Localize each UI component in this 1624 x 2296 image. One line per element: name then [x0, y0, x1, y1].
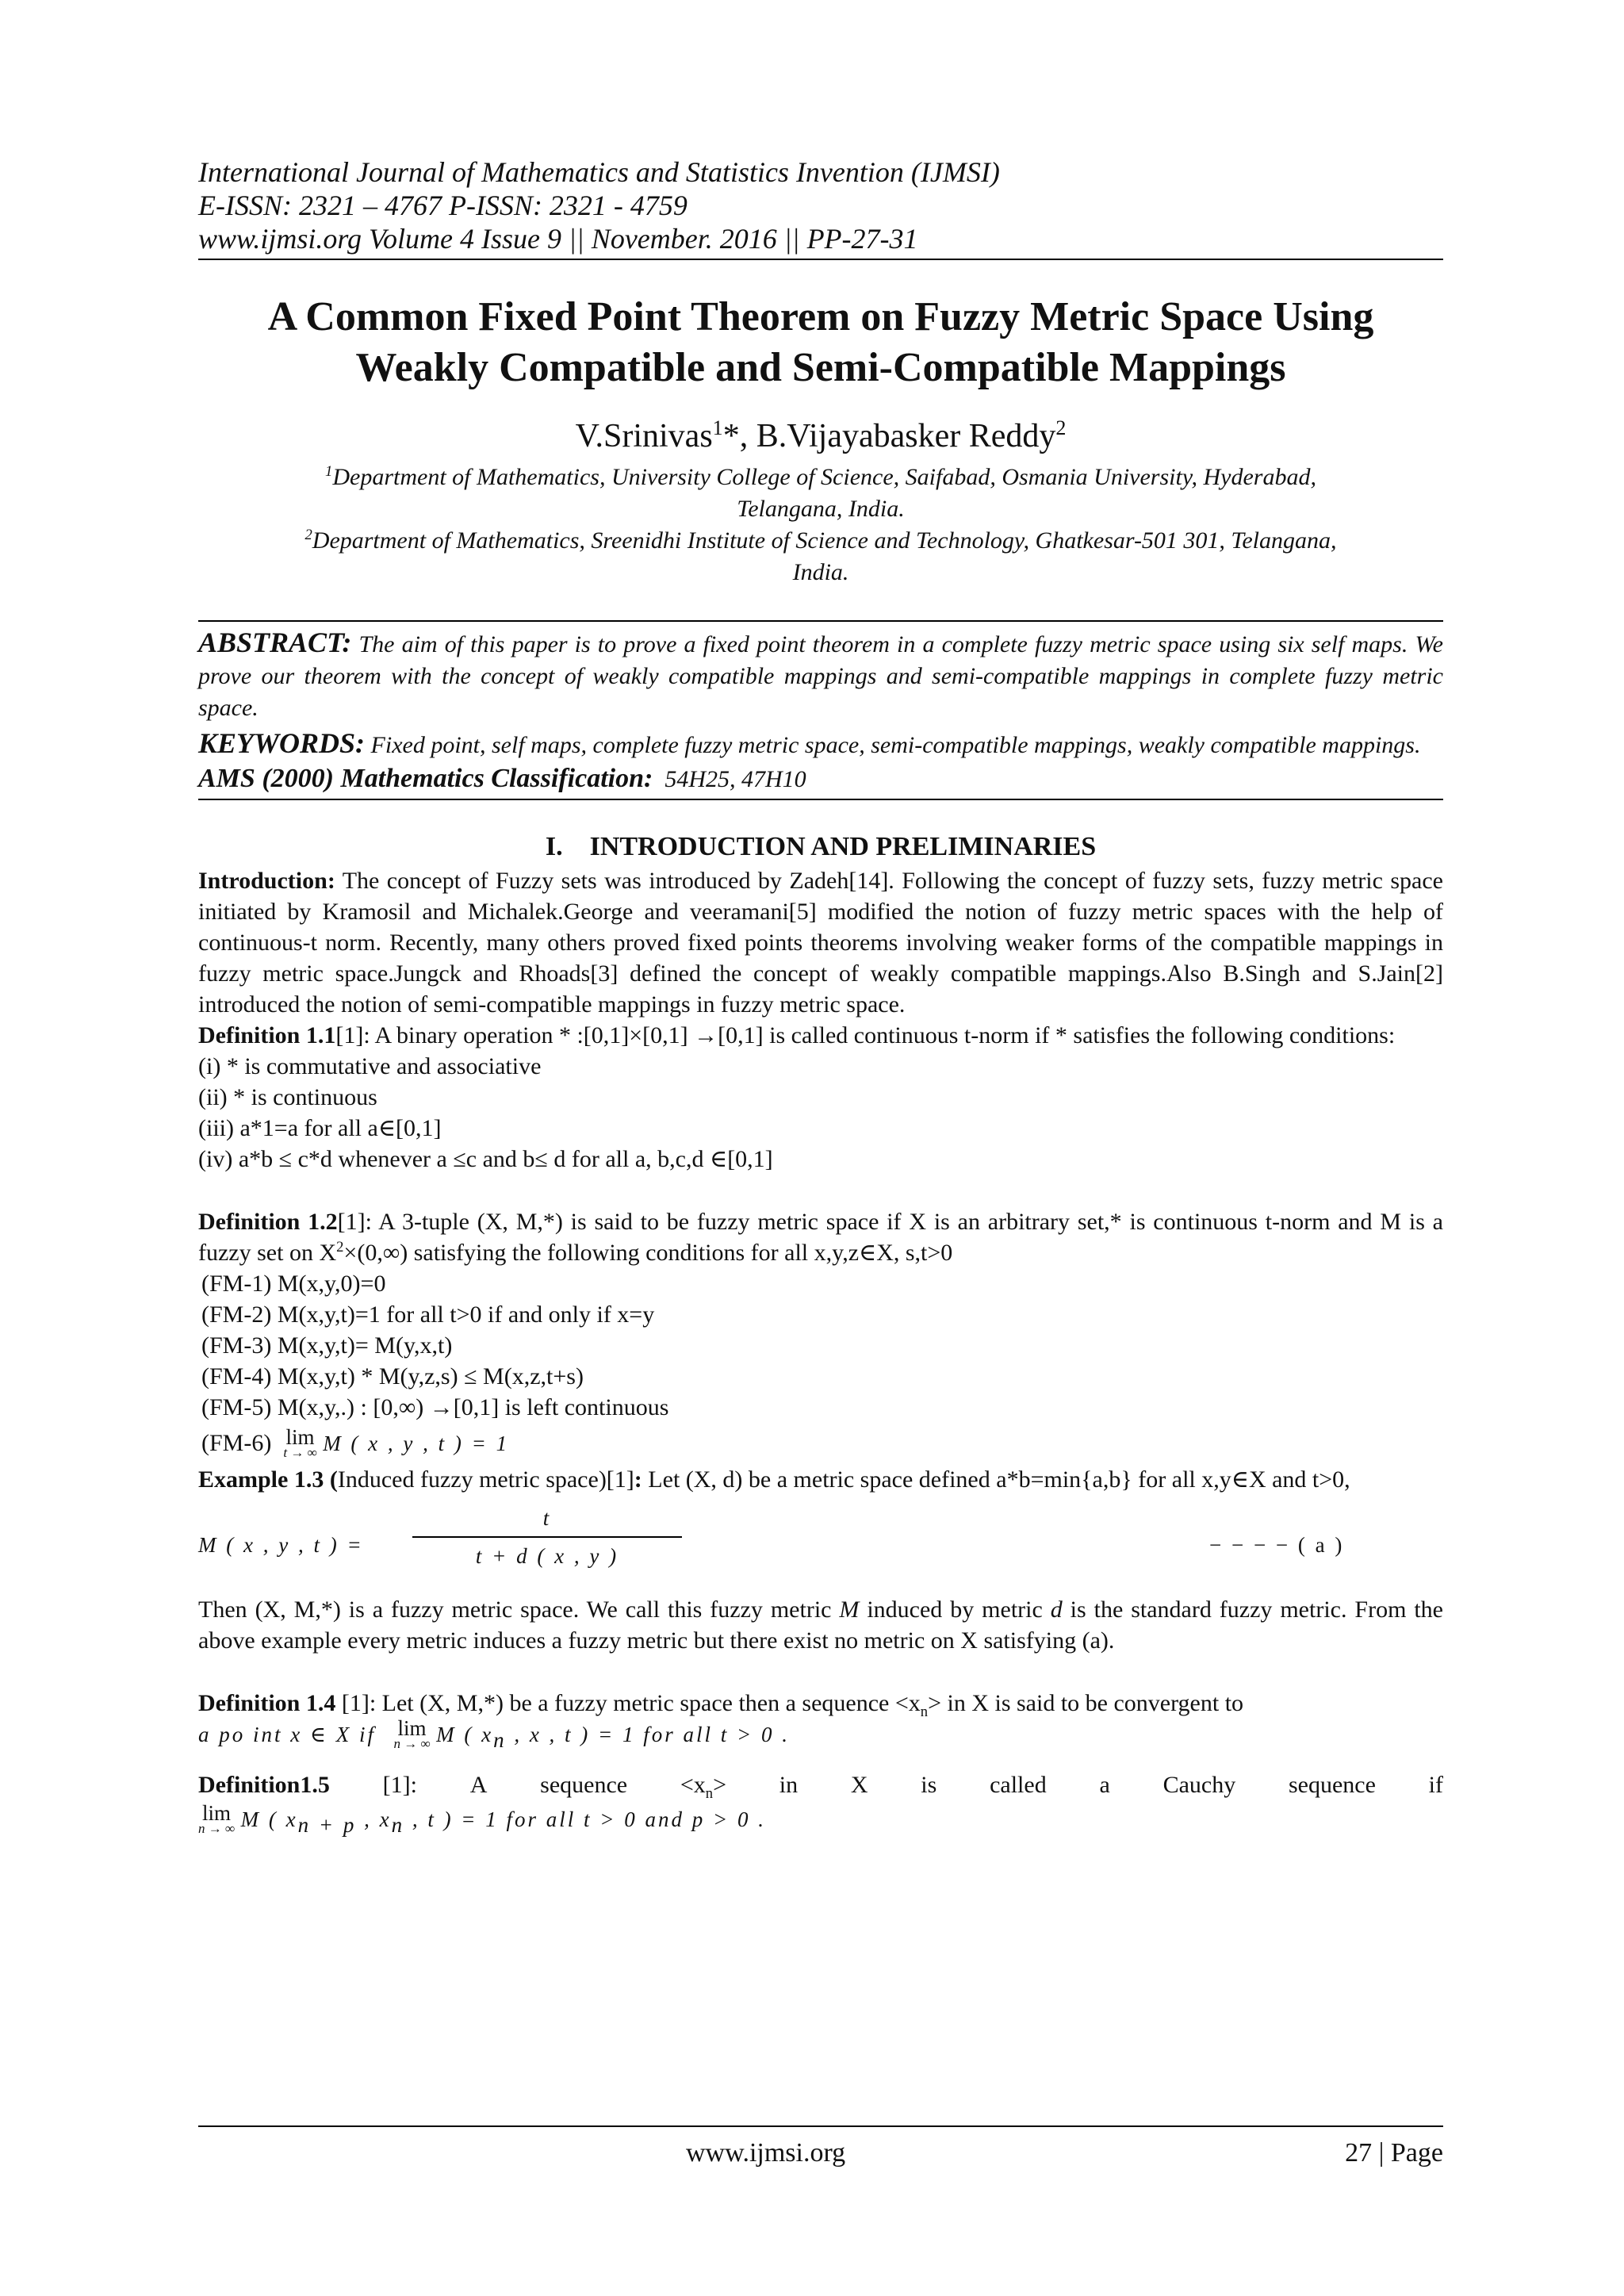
- abstract-label: ABSTRACT:: [198, 627, 352, 658]
- journal-name: International Journal of Mathematics and Statistics Invention (IJMSI): [198, 156, 1000, 188]
- section-heading: [198, 832, 1443, 862]
- fm-condition: (FM-2) M(x,y,t)=1 for all t>0 if and only if x=y: [201, 1301, 655, 1328]
- introduction-paragraph: [198, 865, 1443, 1020]
- example-1-3-paren: Induced fuzzy metric space)[1]: [337, 1466, 634, 1493]
- def15-math-a: M ( x: [240, 1807, 298, 1831]
- definition-1-2-label: Definition 1.2: [198, 1209, 338, 1235]
- def14-lim-sub: n → ∞: [393, 1736, 431, 1751]
- fraction-bar: [412, 1536, 682, 1538]
- keywords: [198, 727, 1443, 761]
- conclusion-part-b: induced by metric: [859, 1596, 1051, 1623]
- conclusion-m: M: [839, 1596, 860, 1623]
- fm-condition: (FM-3) M(x,y,t)= M(y,x,t): [201, 1332, 453, 1359]
- def14-math-b: M ( x: [436, 1723, 494, 1746]
- section-title: INTRODUCTION AND PRELIMINARIES: [589, 832, 1097, 861]
- keywords-label: KEYWORDS:: [198, 727, 366, 759]
- author-list: [198, 416, 1443, 457]
- affiliation-2: [198, 525, 1443, 588]
- definition-1-4-sub: n: [920, 1704, 929, 1720]
- ams-text: 54H25, 47H10: [665, 766, 806, 792]
- page-footer: [198, 2125, 1443, 2168]
- abstract-top-rule: [198, 620, 1443, 622]
- example-1-3-colon: :: [634, 1466, 642, 1493]
- def15-math-sub-2: n: [391, 1813, 405, 1837]
- ams-label: AMS (2000) Mathematics Classification:: [198, 764, 653, 793]
- def15-seq-open: <x: [680, 1772, 706, 1798]
- def15-word: if: [1428, 1772, 1443, 1798]
- author-1: V.Srinivas: [575, 418, 713, 454]
- example-1-3: [198, 1464, 1443, 1495]
- fm-condition: (FM-1) M(x,y,0)=0: [201, 1271, 386, 1297]
- fm-6-lim: lim: [285, 1425, 315, 1449]
- definition-1-4-text-a: [1]: Let (X, M,*) be a fuzzy metric space then a sequence <x: [335, 1690, 921, 1716]
- fm-condition: (FM-5) M(x,y,.) : [0,∞) →[0,1] is left continuous: [201, 1394, 669, 1420]
- equation-a-denominator: t + d ( x , y ): [475, 1544, 619, 1568]
- def15-math-c: , t ) = 1 for all t > 0 and p > 0 .: [404, 1807, 766, 1831]
- definition-1-5-math: [198, 1803, 1443, 1835]
- equation-a-tag: − − − − ( a ): [1209, 1533, 1345, 1557]
- def14-lim: lim: [397, 1716, 427, 1740]
- def15-word: X: [850, 1772, 868, 1798]
- definition-1-1-item: (iii) a*1=a for all a∈[0,1]: [198, 1115, 442, 1141]
- fm-condition: (FM-4) M(x,y,t) * M(y,z,s) ≤ M(x,z,t+s): [201, 1363, 584, 1389]
- section-number: I.: [545, 832, 563, 861]
- conclusion-part-c: is the standard fuzzy metric. From the above example every metric induces a fuzzy metric but there exist no metric on X satisfying (a).: [198, 1596, 1444, 1654]
- fm-6-expression: M ( x , y , t ) = 1: [323, 1432, 510, 1455]
- def15-seq: [680, 1769, 726, 1800]
- abstract-text: The aim of this paper is to prove a fixed point theorem in a complete fuzzy metric space using six self maps. We prove our theorem with the concept of weakly compatible mappings and semi-compatible mappings in complete fuzzy metric space.: [198, 631, 1443, 721]
- title-line-2: Weakly Compatible and Semi-Compatible Mappings: [355, 345, 1286, 390]
- affiliation-1-line-1: Department of Mathematics, University College of Science, Saifabad, Osmania University, Hyderabad,: [332, 464, 1316, 490]
- definition-1-5: [198, 1769, 1443, 1800]
- paper-title: [198, 292, 1443, 393]
- author-1-sup: 1: [712, 416, 723, 439]
- example-1-3-text: Let (X, d) be a metric space defined a*b=min{a,b} for all x,y∈X and t>0,: [642, 1466, 1350, 1493]
- equation-a-lhs: M ( x , y , t ) =: [198, 1533, 364, 1557]
- def14-math-a: a po int x ∈ X if: [198, 1723, 376, 1746]
- definition-1-2-sup: 2: [336, 1239, 344, 1255]
- page-number: 27 | Page: [1345, 2138, 1443, 2168]
- def15-seq-sub: n: [705, 1785, 714, 1802]
- definition-1-5-label: Definition1.5: [198, 1772, 330, 1798]
- definition-1-1-label: Definition 1.1: [198, 1022, 336, 1048]
- journal-issn: E-ISSN: 2321 – 4767 P-ISSN: 2321 - 4759: [198, 190, 688, 221]
- definition-1-5-ref: [1]:: [382, 1772, 417, 1798]
- journal-issue: www.ijmsi.org Volume 4 Issue 9 || November. 2016 || PP-27-31: [198, 223, 918, 255]
- fm-6-label: (FM-6): [201, 1430, 272, 1456]
- introduction-label: Introduction:: [198, 868, 335, 894]
- def15-word: Cauchy: [1162, 1772, 1236, 1798]
- def15-lim-sub: n → ∞: [198, 1821, 236, 1836]
- paper-page: [198, 151, 1443, 1835]
- definition-1-4-text-b: > in X is said to be convergent to: [928, 1690, 1244, 1716]
- definition-1-4: [198, 1688, 1443, 1719]
- def15-word: is: [921, 1772, 937, 1798]
- fm-6-limit: [283, 1425, 317, 1460]
- definition-1-1-item: (ii) * is continuous: [198, 1084, 377, 1110]
- footer-rule: [198, 2125, 1443, 2127]
- header-rule: [198, 259, 1443, 260]
- definition-1-2: [198, 1206, 1443, 1268]
- def15-word: called: [990, 1772, 1047, 1798]
- affiliation-2-line-1: Department of Mathematics, Sreenidhi Institute of Science and Technology, Ghatkesar-501 301, Telangana,: [312, 527, 1337, 554]
- example-1-3-label: Example 1.3 (: [198, 1466, 338, 1493]
- conclusion-d: d: [1050, 1596, 1063, 1623]
- definition-1-1-item: (i) * is commutative and associative: [198, 1053, 542, 1079]
- def14-math-sub: n: [493, 1728, 507, 1752]
- author-2: B.Vijayabasker Reddy: [756, 418, 1056, 454]
- def15-math-sub-1: n + p: [297, 1813, 357, 1837]
- affiliation-1-sup: 1: [325, 463, 333, 480]
- def15-word: sequence: [1288, 1772, 1376, 1798]
- author-1-mark: *,: [722, 418, 756, 454]
- affiliation-1: [198, 462, 1443, 525]
- conclusion-part-a: Then (X, M,*) is a fuzzy metric space. We call this fuzzy metric: [198, 1596, 840, 1623]
- fm-6-lim-sub: t → ∞: [283, 1445, 317, 1460]
- fm-condition-6: [198, 1425, 1443, 1460]
- ams-classification: [198, 763, 1443, 795]
- journal-header: [198, 155, 1443, 255]
- affiliation-1-line-2: Telangana, India.: [737, 496, 905, 522]
- author-2-sup: 2: [1055, 416, 1067, 439]
- definition-1-1: [198, 1020, 1443, 1051]
- abstract-bottom-rule: [198, 799, 1443, 800]
- def15-lim: lim: [202, 1801, 232, 1825]
- definition-1-1-item: (iv) a*b ≤ c*d whenever a ≤c and b≤ d for all a, b,c,d ∈[0,1]: [198, 1146, 773, 1172]
- footer-url[interactable]: www.ijmsi.org: [686, 2138, 846, 2168]
- affiliation-2-sup: 2: [304, 527, 312, 543]
- equation-a-fraction: [412, 1503, 682, 1571]
- definition-1-4-label: Definition 1.4: [198, 1690, 336, 1716]
- keywords-text: Fixed point, self maps, complete fuzzy metric space, semi-compatible mappings, weakly compatible mappings.: [365, 732, 1421, 758]
- title-line-1: A Common Fixed Point Theorem on Fuzzy Metric Space Using: [267, 294, 1374, 339]
- abstract: [198, 627, 1443, 724]
- definition-1-2-text-a: [1]: A 3-tuple (X, M,*) is said to be fuzzy metric space if X is an arbitrary set,* is continuous t-norm and M is a fuzzy set on X: [198, 1209, 1443, 1266]
- def15-limit: [198, 1803, 235, 1835]
- definition-1-1-text: [1]: A binary operation * :[0,1]×[0,1] →[0,1] is called continuous t-norm if * satisfies the following conditions:: [335, 1022, 1396, 1048]
- affiliation-2-line-2: India.: [792, 559, 849, 585]
- def15-word: a: [1099, 1772, 1110, 1798]
- def15-word: sequence: [540, 1772, 628, 1798]
- def15-seq-close: >: [713, 1772, 726, 1798]
- introduction-text: The concept of Fuzzy sets was introduced by Zadeh[14]. Following the concept of fuzzy sets, fuzzy metric space initiated by Kramosil and Michalek.George and veeramani[5] modified the notion of fuzzy metric spaces with the help of continuous-t norm. Recently, many others proved fixed points theorems involving weaker forms of the compatible mappings in fuzzy metric space.Jungck and Rhoads[3] defined the concept of weakly compatible mappings.Also B.Singh and S.Jain[2] introduced the notion of semi-compatible mappings in fuzzy metric space.: [198, 868, 1443, 1018]
- def14-math-c: , x , t ) = 1 for all t > 0 .: [506, 1723, 790, 1746]
- def15-word: A: [469, 1772, 488, 1798]
- equation-a: [198, 1503, 1443, 1586]
- footer-row: [198, 2138, 1443, 2168]
- def14-limit: [393, 1716, 431, 1751]
- example-1-3-conclusion: [198, 1594, 1443, 1656]
- equation-a-numerator: t: [542, 1506, 552, 1530]
- definition-1-2-text-b: ×(0,∞) satisfying the following conditions for all x,y,z∈X, s,t>0: [343, 1240, 953, 1266]
- definition-1-4-math: [198, 1716, 1443, 1761]
- def15-word: in: [779, 1772, 799, 1798]
- def15-math-b: , x: [356, 1807, 392, 1831]
